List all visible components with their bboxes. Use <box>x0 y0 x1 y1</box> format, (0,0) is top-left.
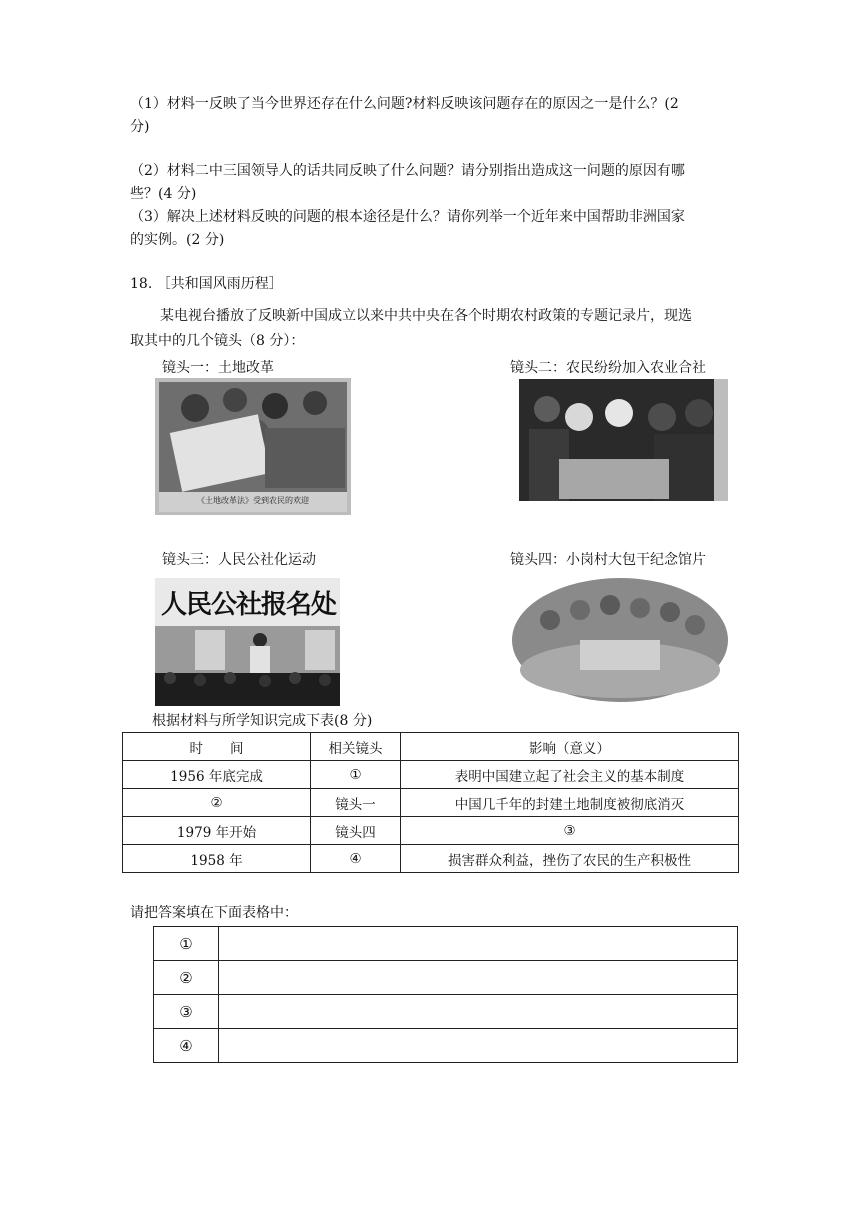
cooperative-photo-image <box>519 379 728 501</box>
section-18-intro-line-2: 取其中的几个镜头（8 分）： <box>130 333 305 349</box>
table-cell: ③ <box>401 817 739 845</box>
table-cell: 1956 年底完成 <box>123 761 311 789</box>
table-cell: 1979 年开始 <box>123 817 311 845</box>
commune-banner-text: 人民公社报名处 <box>161 590 337 620</box>
shot-3-caption: 镜头三：人民公社化运动 <box>162 552 316 568</box>
policy-table <box>122 732 739 873</box>
answer-label: ③ <box>154 995 219 1029</box>
answer-field[interactable] <box>219 995 738 1029</box>
table-cell: 中国几千年的封建土地制度被彻底消灭 <box>401 789 739 817</box>
shot-1-photo-caption: 《土地改革法》受到农民的欢迎 <box>197 496 309 505</box>
table-cell: ① <box>311 761 401 789</box>
answer-label: ④ <box>154 1029 219 1063</box>
answer-field[interactable] <box>219 927 738 961</box>
shot-4-caption: 镜头四：小岗村大包干纪念馆片 <box>510 552 706 568</box>
question-1-line-1: （1）材料一反映了当今世界还存在什么问题?材料反映该问题存在的原因之一是什么？(2 <box>130 96 679 112</box>
table-row <box>123 789 739 817</box>
table-header-row <box>123 733 739 761</box>
answer-row <box>154 961 738 995</box>
shot-2-caption: 镜头二：农民纷纷加入农业合社 <box>510 360 706 376</box>
question-1-line-2: 分) <box>130 119 150 135</box>
table-cell: 1958 年 <box>123 845 311 873</box>
table-row <box>123 761 739 789</box>
xiaogang-sculpture-image <box>510 570 729 704</box>
answer-row <box>154 1029 738 1063</box>
shot-1-caption: 镜头一：土地改革 <box>162 360 274 376</box>
answer-label: ② <box>154 961 219 995</box>
table-cell: 表明中国建立起了社会主义的基本制度 <box>401 761 739 789</box>
shot-2-photo <box>519 379 728 501</box>
table-cell: ④ <box>311 845 401 873</box>
answer-field[interactable] <box>219 1029 738 1063</box>
question-3-line-1: （3）解决上述材料反映的问题的根本途径是什么？请你列举一个近年来中国帮助非洲国家 <box>130 209 685 225</box>
shot-1-photo <box>155 378 351 515</box>
answer-label: ① <box>154 927 219 961</box>
table-cell: 镜头一 <box>311 789 401 817</box>
header-impact: 影响（意义） <box>401 733 739 761</box>
question-3-line-2: 的实例。(2 分) <box>130 232 225 248</box>
table-row <box>123 817 739 845</box>
answer-intro: 请把答案填在下面表格中： <box>130 905 298 921</box>
answer-row <box>154 995 738 1029</box>
shot-3-photo <box>155 578 340 706</box>
answer-row <box>154 927 738 961</box>
table-cell: 镜头四 <box>311 817 401 845</box>
question-2-line-1: （2）材料二中三国领导人的话共同反映了什么问题？请分别指出造成这一问题的原因有哪 <box>130 163 685 179</box>
section-18-intro-line-1: 某电视台播放了反映新中国成立以来中共中央在各个时期农村政策的专题记录片，现选 <box>160 308 692 324</box>
answer-table <box>153 926 738 1063</box>
section-18-heading: 18. ［共和国风雨历程］ <box>130 276 283 292</box>
answer-field[interactable] <box>219 961 738 995</box>
question-2-line-2: 些？(4 分) <box>130 186 197 202</box>
header-time: 时 间 <box>123 733 311 761</box>
table-row <box>123 845 739 873</box>
header-shot: 相关镜头 <box>311 733 401 761</box>
shot-4-photo <box>510 570 729 704</box>
table-cell: ② <box>123 789 311 817</box>
table-cell: 损害群众利益，挫伤了农民的生产积极性 <box>401 845 739 873</box>
table-intro: 根据材料与所学知识完成下表(8 分) <box>152 713 373 729</box>
